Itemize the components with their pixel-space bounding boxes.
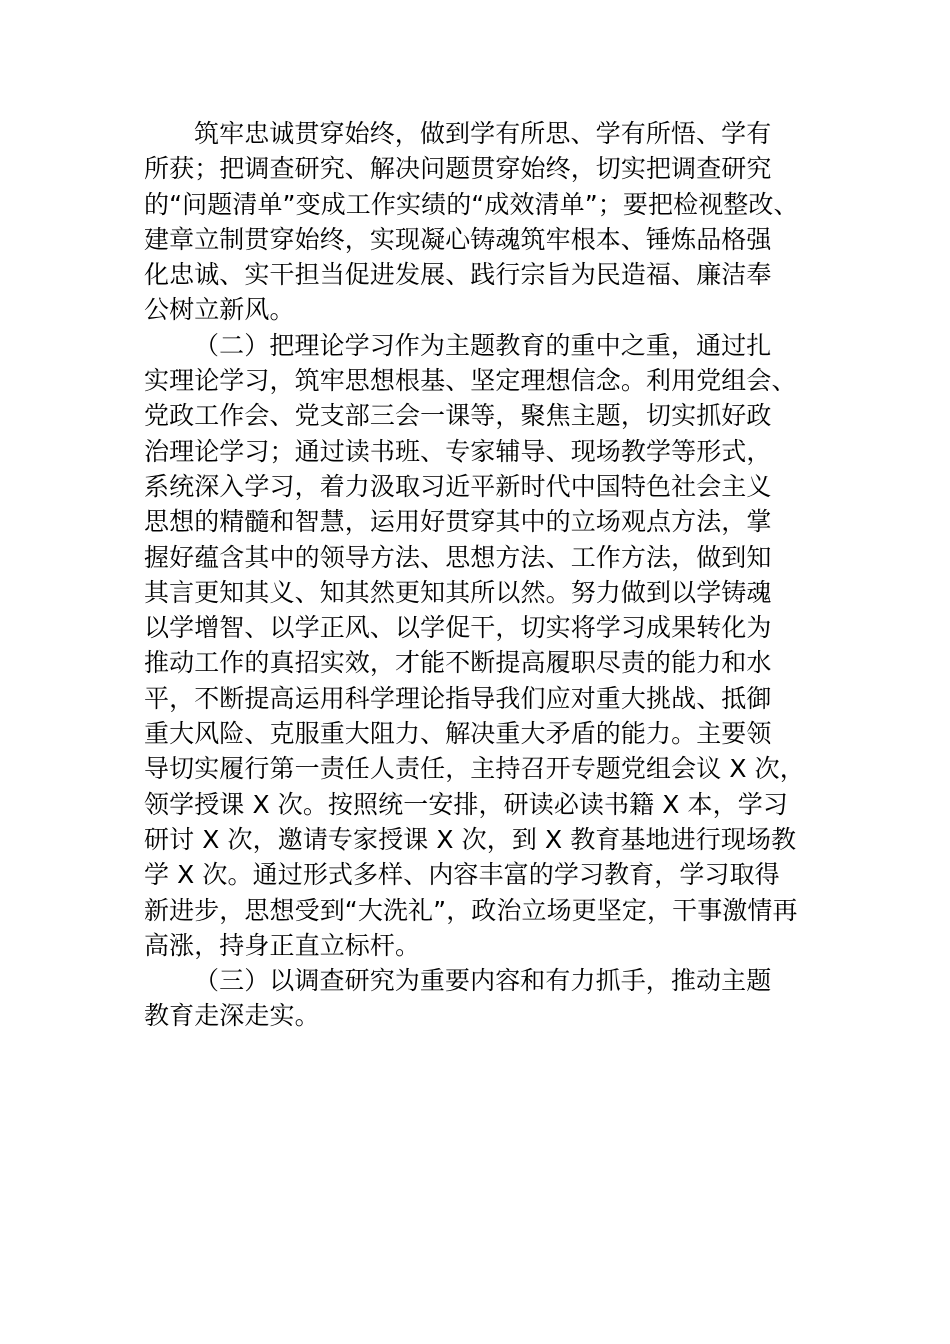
text-line: 领学授课 X 次。按照统一安排，研读必读书籍 X 本，学习 (144, 789, 788, 819)
text-line: 握好蕴含其中的领导方法、思想方法、工作方法，做到知 (144, 542, 772, 572)
text-line: 实理论学习，筑牢思想根基、坚定理想信念。利用党组会、 (144, 366, 797, 396)
text-line: 高涨，持身正直立标杆。 (144, 930, 421, 960)
section-heading-line: （二）把理论学习作为主题教育的重中之重，通过扎 (194, 330, 772, 360)
text-line: 其言更知其义、知其然更知其所以然。努力做到以学铸魂 (144, 577, 772, 607)
text-line: 导切实履行第一责任人责任，主持召开专题党组会议 X 次， (144, 754, 805, 784)
text-line: 化忠诚、实干担当促进发展、践行宗旨为民造福、廉洁奉 (144, 260, 772, 290)
text-line: 筑牢忠诚贯穿始终，做到学有所思、学有所悟、学有 (194, 119, 772, 148)
text-line: 新进步，思想受到“大洗礼”，政治立场更坚定，干事激情再 (144, 895, 798, 925)
text-line: 建章立制贯穿始终，实现凝心铸魂筑牢根本、锤炼品格强 (144, 224, 772, 254)
text-line: 系统深入学习，着力汲取习近平新时代中国特色社会主义 (144, 471, 772, 501)
text-line: 学 X 次。通过形式多样、内容丰富的学习教育，学习取得 (144, 860, 780, 890)
body-text (144, 116, 834, 1034)
text-line: 推动工作的真招实效，才能不断提高履职尽责的能力和水 (144, 648, 772, 678)
text-line: 所获；把调查研究、解决问题贯穿始终，切实把调查研究 (144, 154, 772, 184)
text-line: 治理论学习；通过读书班、专家辅导、现场教学等形式， (144, 436, 772, 466)
text-line: 以学增智、以学正风、以学促干，切实将学习成果转化为 (144, 613, 772, 643)
text-line: 重大风险、克服重大阻力、解决重大矛盾的能力。主要领 (144, 719, 772, 749)
text-line: 教育走深走实。 (144, 1001, 320, 1031)
section-heading-line: （三）以调查研究为重要内容和有力抓手，推动主题 (194, 966, 772, 996)
text-line: 公树立新风。 (144, 295, 295, 325)
text-line: 研讨 X 次，邀请专家授课 X 次，到 X 教育基地进行现场教 (144, 824, 797, 854)
text-line: 思想的精髓和智慧，运用好贯穿其中的立场观点方法，掌 (144, 507, 772, 537)
text-line: 党政工作会、党支部三会一课等，聚焦主题，切实抓好政 (144, 401, 772, 431)
text-line: 平，不断提高运用科学理论指导我们应对重大挑战、抵御 (144, 683, 772, 713)
text-line: 的“问题清单”变成工作实绩的“成效清单”；要把检视整改、 (144, 189, 799, 219)
